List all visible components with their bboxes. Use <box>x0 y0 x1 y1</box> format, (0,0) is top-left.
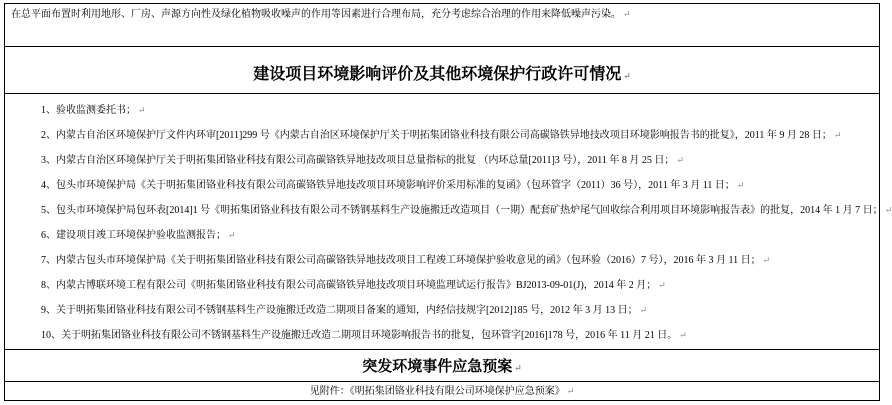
row-divider <box>5 381 879 382</box>
list-item: 8、内蒙古博联环境工程有限公司《明拓集团铬业科技有限公司高碳铬铁异地技改项目环境监理试运行报告》BJ2013-09-01(J)，2014 年 2 月； ↵ <box>41 280 666 291</box>
list-item: 5、包头市环境保护局包环表[2014]1 号《明拓集团铬业科技有限公司不锈钢基料生产设施搬迁改造项目（一期）配套矿热炉尾气回收综合利用项目环境影响报告表》的批复，2014 年 1 月 7 日； ↵ <box>41 205 892 216</box>
list-item: 7、内蒙古包头市环境保护局《关于明拓集团铬业科技有限公司高碳铬铁异地技改项目工程竣工环境保护验收意见的函》（包环验（2016）7 号），2016 年 3 月 11 日； ↵ <box>41 255 771 266</box>
row-divider <box>5 46 879 47</box>
list-item: 6、建设项目竣工环境保护验收监测报告； ↵ <box>41 230 236 241</box>
row-divider <box>5 349 879 350</box>
section-title-emergency: 突发环境事件应急预案 ↵ <box>362 359 522 375</box>
attachment-note-text: 见附件：《明拓集团铬业科技有限公司环境保护应急预案》 <box>309 386 565 397</box>
list-item: 4、包头市环境保护局《关于明拓集团铬业科技有限公司高碳铬铁异地技改项目环境影响评价采用标准的复函》（包环管字（2011）36 号），2011 年 3 月 11 日； ↵ <box>41 180 745 191</box>
intro-paragraph <box>11 8 879 21</box>
list-item: 9、关于明拓集团铬业科技有限公司不锈钢基料生产设施搬迁改造二期项目备案的通知，内经信技规字[2012]185 号，2012 年 3 月 13 日； ↵ <box>41 305 648 316</box>
section-title-permits-text: 建设项目环境影响评价及其他环境保护行政许可情况 <box>253 66 622 83</box>
section-title-permits: 建设项目环境影响评价及其他环境保护行政许可情况 ↵ <box>253 66 631 83</box>
row-divider <box>5 93 879 94</box>
attachment-note: 见附件：《明拓集团铬业科技有限公司环境保护应急预案》 ↵ <box>309 386 575 397</box>
document-table <box>4 3 892 401</box>
list-item: 1、验收监测委托书； ↵ <box>41 105 146 116</box>
section-title-emergency-text: 突发环境事件应急预案 <box>362 359 513 375</box>
list-item: 2、内蒙古自治区环境保护厅文件内环审[2011]299 号《内蒙古自治区环境保护厅关于明拓集团铬业科技有限公司高碳铬铁异地技改项目环境影响报告书的批复》，2011 年 9 月 28 日； ↵ <box>41 130 842 141</box>
paragraph-mark: ↵ <box>623 9 631 19</box>
intro-text: 在总平面布置时利用地形、厂房、声源方向性及绿化植物吸收噪声的作用等因素进行合理布局，充分考虑综合治理的作用来降低噪声污染。 <box>11 9 621 20</box>
list-item: 3、内蒙古自治区环境保护厅关于明拓集团铬业科技有限公司高碳铬铁异地技改项目总量指标的批复 （内环总量[2011]3 号），2011 年 8 月 25 日； ↵ <box>41 155 684 166</box>
list-item: 10、关于明拓集团铬业科技有限公司不锈钢基料生产设施搬迁改造二期项目环境影响报告书的批复，包环管字[2016]178 号，2016 年 11 月 21 日。 ↵ <box>41 330 687 341</box>
